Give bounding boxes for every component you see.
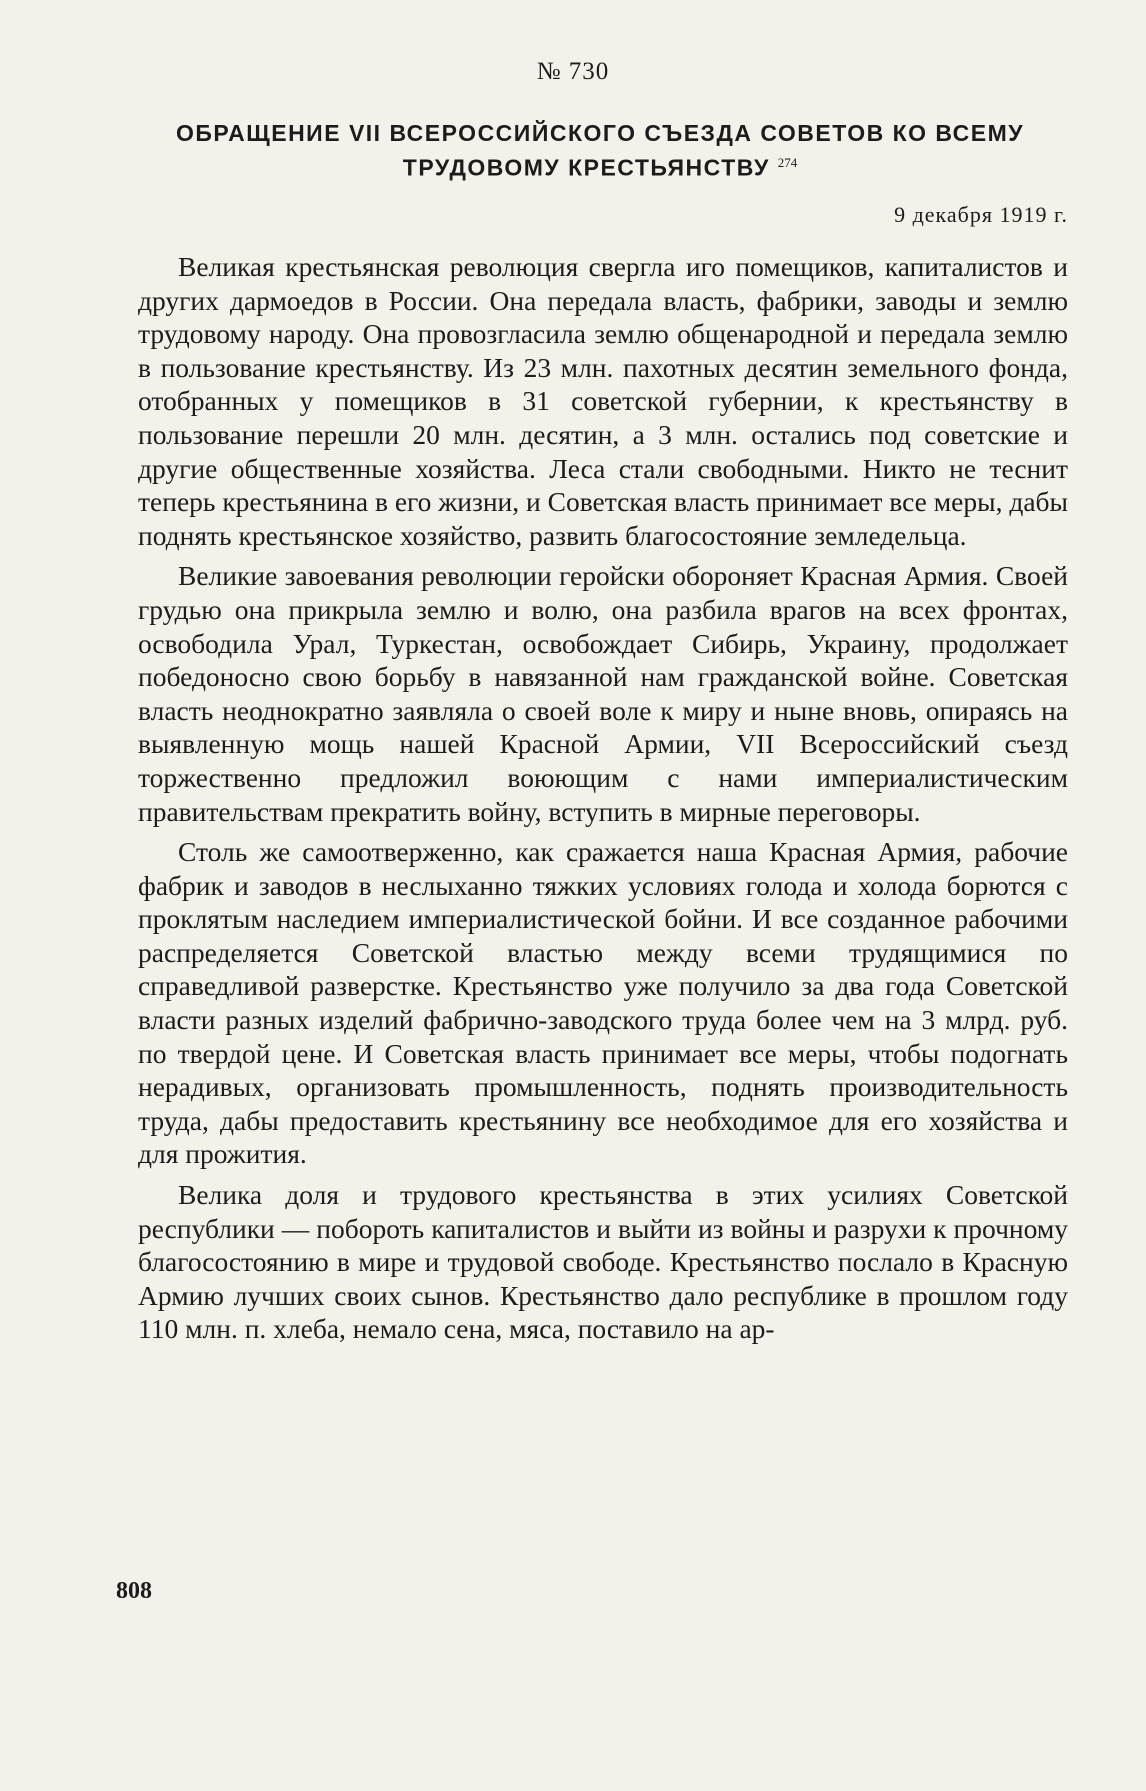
paragraph-3: Столь же самоотверженно, как сражается наша Красная Армия, рабочие фабрик и заводов в неслыханно тяжких условиях голода и холода борются с проклятым наследием империалистической бойни. И все созданное рабочими распределяется Советской властью между всеми трудящимися по справедливой разверстке. Крестьянство уже получило за два года Советской власти разных изделий фабрично-заводского труда более чем на 3 млрд. руб. по твердой цене. И Советская власть принимает все меры, чтобы подогнать нерадивых, организовать промышленность, поднять производительность труда, дабы предоставить крестьянину все необходимое для его хозяйства и для прожития. <box>138 836 1068 1170</box>
document-date: 9 декабря 1919 г. <box>894 202 1068 227</box>
document-title-text: ОБРАЩЕНИЕ VII ВСЕРОССИЙСКОГО СЪЕЗДА СОВЕТОВ КО ВСЕМУ ТРУДОВОМУ КРЕСТЬЯНСТВУ <box>175 120 1025 181</box>
document-title <box>130 118 1070 183</box>
paragraph-1: Великая крестьянская революция свергла иго помещиков, капиталистов и других дармоедов в России. Она передала власть, фабрики, заводы и землю трудовому народу. Она провозгласила землю общенародной и передала землю в пользование крестьянству. Из 23 млн. пахотных десятин земельного фонда, отобранных у помещиков в 31 советской губернии, к крестьянству в пользование перешли 20 млн. десятин, а 3 млн. остались под советские и другие общественные хозяйства. Леса стали свободными. Никто не теснит теперь крестьянина в его жизни, и Советская власть принимает все меры, дабы поднять крестьянское хозяйство, развить благосостояние земледельца. <box>138 251 1068 551</box>
page-number: 808 <box>116 1578 152 1604</box>
paragraph-2: Великие завоевания революции геройски обороняет Красная Армия. Своей грудью она прикрыла землю и волю, она разбила врагов на всех фронтах, освободила Урал, Туркестан, освобождает Сибирь, Украину, продолжает победоносно свою борьбу в навязанной нам гражданской войне. Советская власть неоднократно заявляла о своей воле к миру и ныне вновь, опираясь на выявленную мощь нашей Красной Армии, VII Всероссийский съезд торжественно предложил воюющим с нами империалистическим правительствам прекратить войну, вступить в мирные переговоры. <box>138 560 1068 827</box>
footnote-reference: 274 <box>777 155 798 170</box>
paragraph-4: Велика доля и трудового крестьянства в этих усилиях Советской республики — побороть капиталистов и выйти из войны и разрухи к прочному благосостоянию в мире и трудовой свободе. Крестьянство послало в Красную Армию лучших своих сынов. Крестьянство дало республике в прошлом году 110 млн. п. хлеба, немало сена, мяса, поставило на ар- <box>138 1179 1068 1345</box>
document-body <box>138 250 1068 1353</box>
document-number: № 730 <box>536 58 610 85</box>
